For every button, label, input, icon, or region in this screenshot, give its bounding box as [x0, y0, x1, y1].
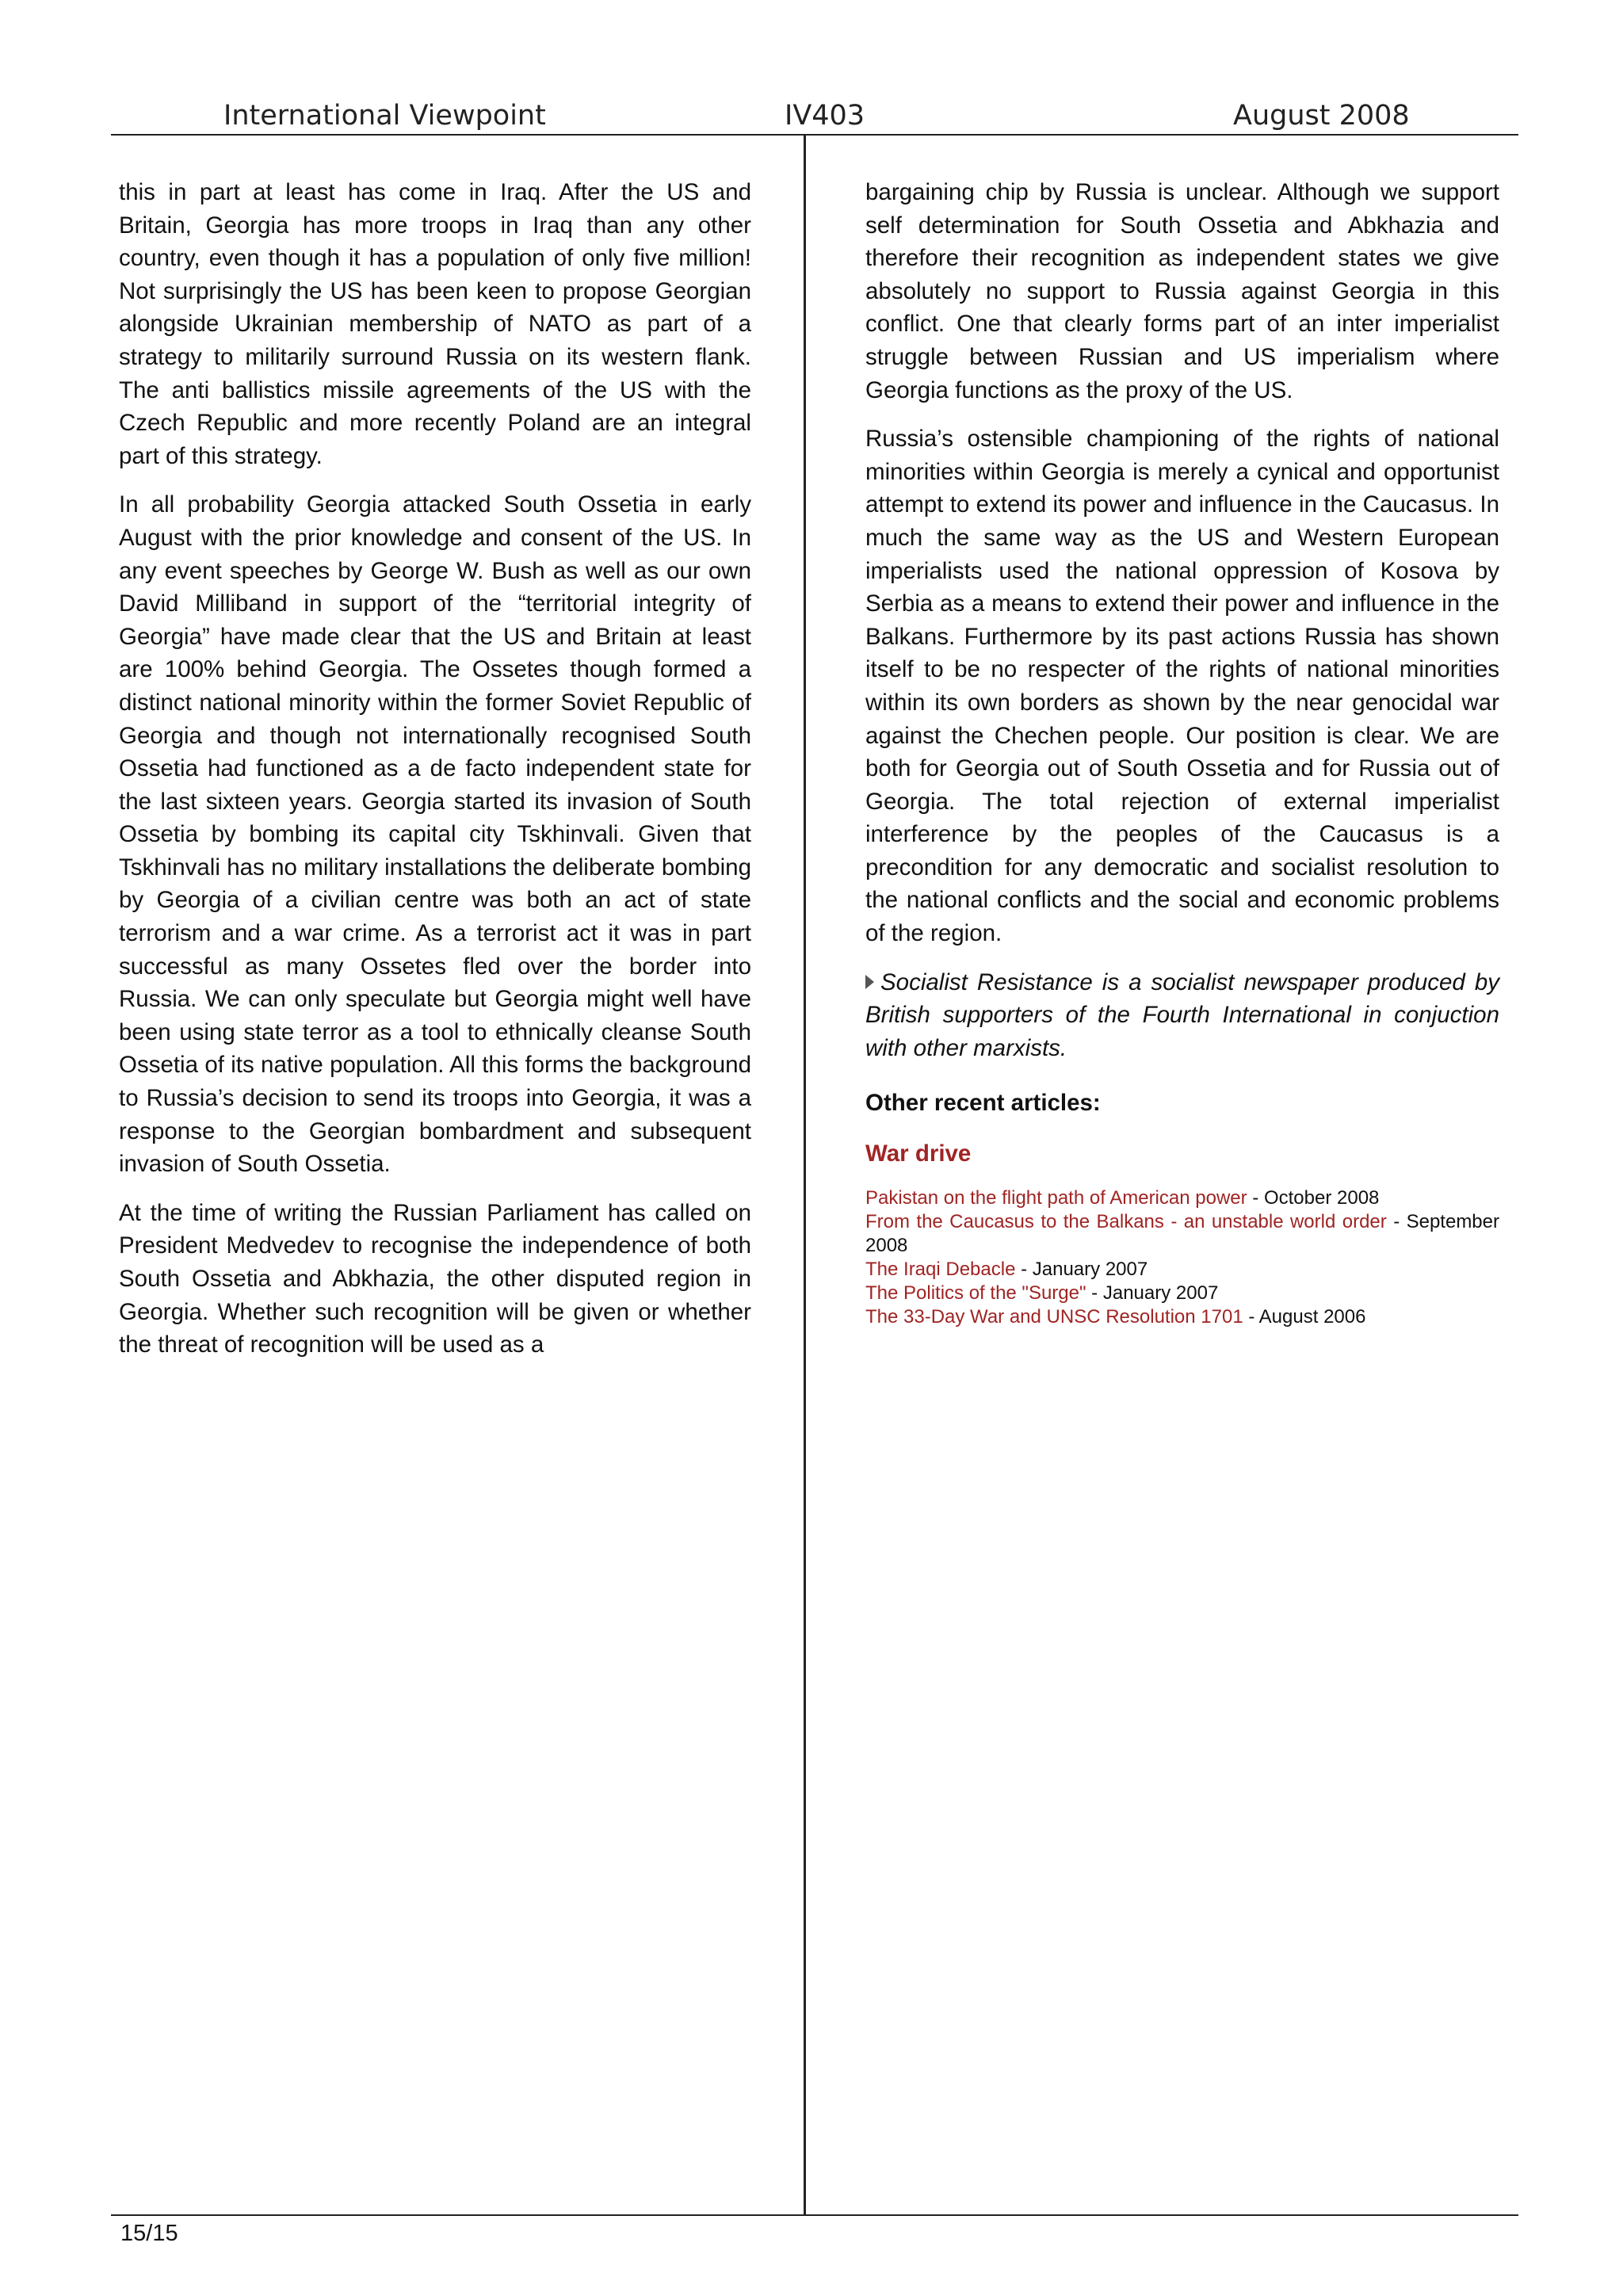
issue-date: August 2008 — [1233, 100, 1410, 132]
footer-rule — [111, 2214, 1518, 2216]
related-article-link[interactable]: The Iraqi Debacle — [865, 1258, 1016, 1280]
other-articles-heading: Other recent articles: — [865, 1090, 1101, 1117]
column-divider — [804, 135, 806, 2216]
related-article — [865, 1258, 1499, 1282]
body-paragraph: In all probability Georgia attacked South Ossetia in early August with the prior knowledge and consent of the US. In any event speeches by George W. Bush as well as our own David Milliband in support of the “territorial integrity of Georgia” have made clear that the US and Britain at least are 100% behind Georgia. The Ossetes though formed a distinct national minority within the former Soviet Republic of Georgia and though not internationally recognised South Ossetia had functioned as a de facto independent state for the last sixteen years. Georgia started its invasion of South Ossetia by bombing its capital city Tskhinvali. Given that Tskhinvali has no military installations the deliberate bombing by Georgia of a civilian centre was both an act of state terrorism and a war crime. As a terrorist act it was in part successful as many Ossetes fled over the border into Russia. We can only speculate but Georgia might well have been using state terror as a tool to ethnically cleanse South Ossetia of its native population. All this forms the background to Russia’s decision to send its troops into Georgia, it was a response to the Georgian bombardment and subsequent invasion of South Ossetia. — [119, 491, 751, 1178]
triangle-bullet-icon — [865, 975, 874, 989]
right-column — [865, 176, 1499, 1329]
body-paragraph: bargaining chip by Russia is unclear. Although we support self determination for South Ossetia and Abkhazia and therefore their recognition as independent states we give absolutely no support to Russia against Georgia in this conflict. One that clearly forms part of an inter imperialist struggle between Russian and US imperialism where Georgia functions as the proxy of the US. — [865, 179, 1499, 403]
author-note-text: Socialist Resistance is a socialist newspaper produced by British supporters of the Fourth International in conjuction with other marxists. — [865, 968, 1499, 1061]
issue-number: IV403 — [785, 100, 865, 132]
body-paragraph: At the time of writing the Russian Parliament has called on President Medvedev to recognise the independence of both South Ossetia and Abkhazia, the other disputed region in Georgia. Whether such recognition will be given or whether the threat of recognition will be used as a — [119, 1199, 751, 1358]
related-article — [865, 1210, 1499, 1258]
related-article-date: - October 2008 — [1247, 1186, 1380, 1209]
related-article-date: - January 2007 — [1015, 1258, 1148, 1280]
page-number: 15/15 — [120, 2221, 178, 2246]
related-article-date: - September 2008 — [865, 1210, 1499, 1256]
related-article-date: - August 2006 — [1243, 1305, 1366, 1328]
section-heading[interactable]: War drive — [865, 1140, 972, 1167]
body-paragraph: Russia’s ostensible championing of the rights of national minorities within Georgia is merely a cynical and opportunist attempt to extend its power and influence in the Caucasus. In much the same way as the US and Western European imperialists used the national oppression of Kosova by Serbia as a means to extend their power and influence in the Balkans. Furthermore by its past actions Russia has shown itself to be no respecter of the rights of national minorities within its own borders as shown by the near genocidal war against the Chechen people. Our position is clear. We are both for Georgia out of South Ossetia and for Russia out of Georgia. The total rejection of external imperialist interference by the peoples of the Caucasus is a precondition for any democratic and socialist resolution to the national conflicts and the social and economic problems of the region. — [865, 426, 1499, 947]
related-articles-list — [865, 1186, 1499, 1329]
related-article-link[interactable]: The 33-Day War and UNSC Resolution 1701 — [865, 1305, 1243, 1328]
related-article — [865, 1186, 1499, 1210]
author-note — [865, 966, 1499, 1065]
related-article — [865, 1282, 1499, 1305]
body-paragraph: this in part at least has come in Iraq. After the US and Britain, Georgia has more troops in Iraq than any other country, even though it has a population of only five million! Not surprisingly the US has been keen to propose Georgian alongside Ukrainian membership of NATO as part of a strategy to militarily surround Russia on its western flank. The anti ballistics missile agreements of the US with the Czech Republic and more recently Poland are an integral part of this strategy. — [119, 179, 751, 469]
related-article-link[interactable]: From the Caucasus to the Balkans - an unstable world order — [865, 1210, 1387, 1232]
related-article — [865, 1305, 1499, 1329]
header-rule — [111, 134, 1518, 136]
left-column — [119, 176, 751, 1377]
related-article-date: - January 2007 — [1086, 1282, 1219, 1304]
related-article-link[interactable]: Pakistan on the flight path of American power — [865, 1186, 1247, 1209]
publication-title: International Viewpoint — [223, 100, 546, 132]
related-article-link[interactable]: The Politics of the "Surge" — [865, 1282, 1086, 1304]
